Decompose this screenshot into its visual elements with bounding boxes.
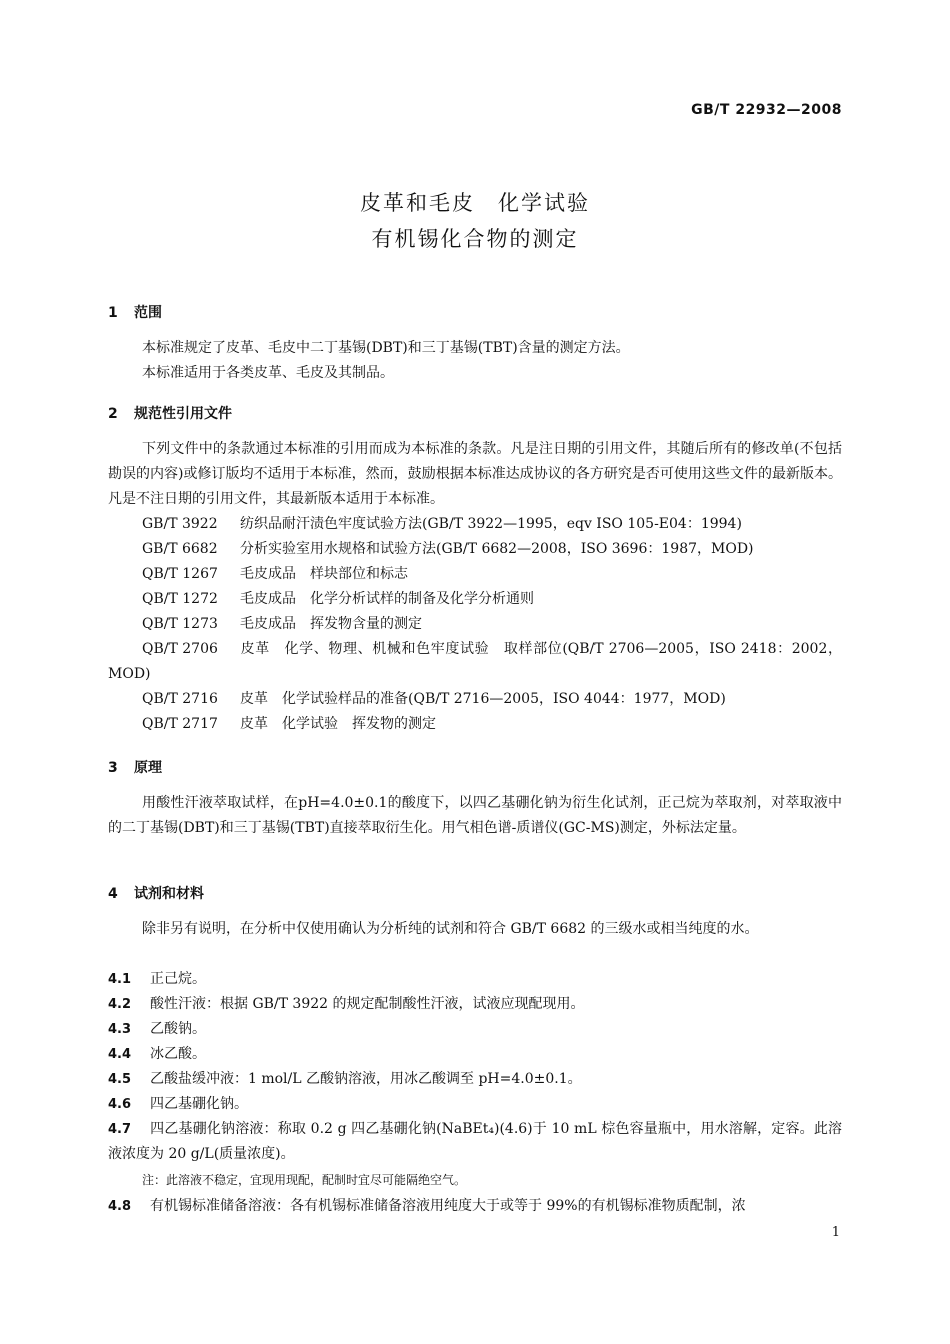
paragraph: 本标准适用于各类皮革、毛皮及其制品。 <box>142 365 394 381</box>
reference-item <box>142 612 422 637</box>
section-title: 试剂和材料 <box>134 886 204 902</box>
document-title-line-1: 皮革和毛皮 化学试验 <box>360 191 590 215</box>
paragraph: 除非另有说明，在分析中仅使用确认为分析纯的试剂和符合 GB/T 6682 的三级水或相当纯度的水。 <box>142 921 759 937</box>
reference-item <box>108 637 842 687</box>
reference-item <box>142 537 754 562</box>
reference-code: QB/T 2717 <box>142 716 218 732</box>
reference-item <box>142 687 726 712</box>
clause-item <box>108 1067 842 1092</box>
reference-title: 毛皮成品 化学分析试样的制备及化学分析通则 <box>240 591 534 607</box>
clause-text: 酸性汗液：根据 GB/T 3922 的规定配制酸性汗液，试液应现配现用。 <box>150 996 585 1012</box>
section-title: 规范性引用文件 <box>134 406 232 422</box>
document-title-line-2: 有机锡化合物的测定 <box>371 227 579 251</box>
section-number: 1 <box>108 305 118 321</box>
reference-title: 皮革 化学、物理、机械和色牢度试验 取样部位(QB/T 2706—2005，ISO 2418：2002，MOD) <box>108 641 842 682</box>
reference-code: QB/T 2716 <box>142 691 218 707</box>
standard-code: GB/T 22932—2008 <box>691 102 842 118</box>
clause-item <box>108 1042 842 1067</box>
section-heading-principle <box>108 757 162 777</box>
reference-item <box>142 587 534 612</box>
clause-number: 4.7 <box>108 1122 132 1137</box>
clause-item <box>108 1117 842 1167</box>
page-number: 1 <box>831 1225 840 1240</box>
reference-code: QB/T 1272 <box>142 591 218 607</box>
clause-text: 正己烷。 <box>150 971 206 987</box>
clause-item <box>108 992 842 1017</box>
clause-text: 四乙基硼化钠溶液：称取 0.2 g 四乙基硼化钠(NaBEt₄)(4.6)于 10 mL 棕色容量瓶中，用水溶解，定容。此溶液浓度为 20 g/L(质量浓度)。 <box>108 1121 842 1162</box>
clause-number: 4.1 <box>108 972 132 987</box>
reference-item <box>142 562 408 587</box>
section-title: 原理 <box>134 760 162 776</box>
paragraph: 用酸性汗液萃取试样，在pH=4.0±0.1的酸度下，以四乙基硼化钠为衍生化试剂，正己烷为萃取剂，对萃取液中的二丁基锡(DBT)和三丁基锡(TBT)直接萃取衍生化。用气相色谱-质谱仪(GC-MS)测定，外标法定量。 <box>108 795 842 836</box>
reference-title: 毛皮成品 挥发物含量的测定 <box>240 616 422 632</box>
clause-number: 4.2 <box>108 997 132 1012</box>
clause-text: 乙酸钠。 <box>150 1021 206 1037</box>
paragraph: 本标准规定了皮革、毛皮中二丁基锡(DBT)和三丁基锡(TBT)含量的测定方法。 <box>142 340 630 356</box>
note: 注：此溶液不稳定，宜现用现配，配制时宜尽可能隔绝空气。 <box>142 1173 467 1187</box>
reference-title: 毛皮成品 样块部位和标志 <box>240 566 408 582</box>
reference-code: QB/T 1273 <box>142 616 218 632</box>
reference-code: GB/T 6682 <box>142 541 218 557</box>
section-heading-reagents <box>108 883 204 903</box>
reference-title: 分析实验室用水规格和试验方法(GB/T 6682—2008，ISO 3696：1987，MOD) <box>240 541 754 557</box>
clause-number: 4.3 <box>108 1022 132 1037</box>
section-heading-normative-references <box>108 403 232 423</box>
reference-title: 皮革 化学试验样品的准备(QB/T 2716—2005，ISO 4044：1977，MOD) <box>240 691 726 707</box>
reference-item <box>142 712 436 737</box>
reference-code: GB/T 3922 <box>142 516 218 532</box>
section-title: 范围 <box>134 305 162 321</box>
clause-number: 4.6 <box>108 1097 132 1112</box>
section-number: 2 <box>108 406 118 422</box>
clause-item <box>108 967 842 992</box>
clause-number: 4.8 <box>108 1199 132 1214</box>
clause-text: 冰乙酸。 <box>150 1046 206 1062</box>
reference-code: QB/T 1267 <box>142 566 218 582</box>
clause-item <box>108 1194 842 1219</box>
clause-number: 4.5 <box>108 1072 132 1087</box>
paragraph: 下列文件中的条款通过本标准的引用而成为本标准的条款。凡是注日期的引用文件，其随后所有的修改单(不包括勘误的内容)或修订版均不适用于本标准，然而，鼓励根据本标准达成协议的各方研究是否可使用这些文件的最新版本。凡是不注日期的引用文件，其最新版本适用于本标准。 <box>108 441 842 507</box>
reference-item <box>142 512 742 537</box>
reference-code: QB/T 2706 <box>142 641 218 657</box>
section-heading-scope <box>108 302 162 322</box>
section-number: 3 <box>108 760 118 776</box>
reference-title: 皮革 化学试验 挥发物的测定 <box>240 716 436 732</box>
clause-number: 4.4 <box>108 1047 132 1062</box>
clause-text: 有机锡标准储备溶液：各有机锡标准储备溶液用纯度大于或等于 99%的有机锡标准物质配制，浓 <box>150 1198 746 1214</box>
clause-item <box>108 1092 842 1117</box>
reference-title: 纺织品耐汗渍色牢度试验方法(GB/T 3922—1995，eqv ISO 105-E04：1994) <box>240 516 742 532</box>
clause-text: 四乙基硼化钠。 <box>150 1096 248 1112</box>
section-number: 4 <box>108 886 118 902</box>
clause-text: 乙酸盐缓冲液：1 mol/L 乙酸钠溶液，用冰乙酸调至 pH=4.0±0.1。 <box>150 1071 582 1087</box>
clause-item <box>108 1017 842 1042</box>
